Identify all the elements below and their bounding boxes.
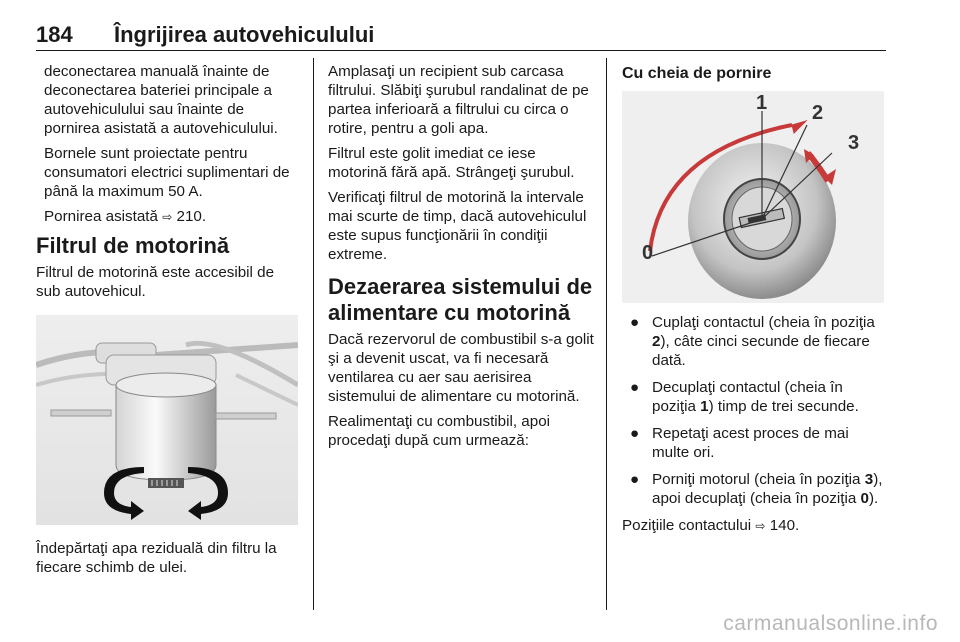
section-heading: Dezaerarea sistemului de alimentare cu motorină	[328, 274, 593, 325]
paragraph: Verificaţi filtrul de motorină la intervale mai scurte de timp, dacă autovehiculul este supus funcţionării în condiţii extreme.	[328, 189, 587, 263]
ignition-position-label: 1	[756, 92, 768, 114]
list-item: ● Porniţi motorul (cheia în poziţia 3), apoi decuplaţi (cheia în poziţia 0).	[630, 471, 883, 507]
list-item: ● Decuplaţi contactul (cheia în poziţia 1) timp de trei secunde.	[630, 379, 859, 415]
column-1	[36, 62, 298, 583]
subsection-heading: Cu cheia de pornire	[622, 65, 772, 82]
reference-arrow-icon: ⇨	[755, 519, 766, 533]
paragraph	[44, 207, 298, 227]
paragraph: Filtrul este golit imediat ce iese motorină fără apă. Strângeţi şurubul.	[328, 145, 575, 181]
paragraph: Îndepărtaţi apa reziduală din filtru la fiecare schimb de ulei.	[36, 540, 277, 576]
instruction-list	[622, 313, 890, 508]
ignition-switch-illustration	[622, 91, 884, 303]
column-divider	[606, 58, 607, 610]
list-item: ● Cuplaţi contactul (cheia în poziţia 2), câte cinci secunde de fiecare dată.	[630, 314, 875, 369]
column-divider	[313, 58, 314, 610]
page-number: 184	[36, 22, 73, 47]
list-item: ● Repetaţi acest proces de mai multe ori.	[630, 425, 849, 461]
xref-page[interactable]: 210.	[176, 208, 207, 225]
bullet-dot-icon: ●	[630, 314, 640, 331]
column-3	[622, 62, 890, 542]
page-header	[36, 22, 886, 50]
fuel-filter-illustration	[36, 315, 298, 525]
watermark: carmanualsonline.info	[723, 612, 938, 635]
paragraph: Amplasaţi un recipient sub carcasa filtrului. Slăbiţi şurubul randalinat de pe partea inferioară a filtrului cu circa o rotire, pentru a goli apa.	[328, 63, 589, 137]
xref-text: Poziţiile contactului	[622, 517, 752, 534]
section-heading: Filtrul de motorină	[36, 233, 230, 258]
paragraph: Bornele sunt proiectate pentru consumatori electrici suplimentari de până la maximum 50 A.	[44, 145, 290, 200]
bullet-dot-icon: ●	[630, 471, 640, 488]
paragraph: Dacă rezervorul de combustibil s-a golit şi a devenit uscat, va fi necesară ventilarea cu aer sau aerisirea sistemului de alimentare cu motorină.	[328, 331, 594, 405]
ignition-position-label: 2	[812, 102, 824, 124]
bullet-dot-icon: ●	[630, 379, 640, 396]
paragraph: deconectarea manuală înainte de deconectarea bateriei principale a autovehiculului sau înainte de pornirea asistată a autovehiculului.	[44, 63, 278, 137]
page-title: Îngrijirea autovehiculului	[114, 22, 375, 47]
xref-page[interactable]: 140.	[769, 517, 800, 534]
paragraph	[622, 516, 890, 536]
xref-text: Pornirea asistată	[44, 208, 158, 225]
paragraph: Realimentaţi cu combustibil, apoi procedaţi după cum urmează:	[328, 413, 551, 449]
reference-arrow-icon: ⇨	[162, 210, 173, 224]
column-2	[328, 62, 596, 456]
ignition-position-label: 3	[848, 132, 860, 154]
ignition-position-label: 0	[642, 242, 654, 264]
paragraph: Filtrul de motorină este accesibil de sub autovehicul.	[36, 264, 275, 300]
bullet-dot-icon: ●	[630, 425, 640, 442]
header-divider	[36, 50, 886, 51]
